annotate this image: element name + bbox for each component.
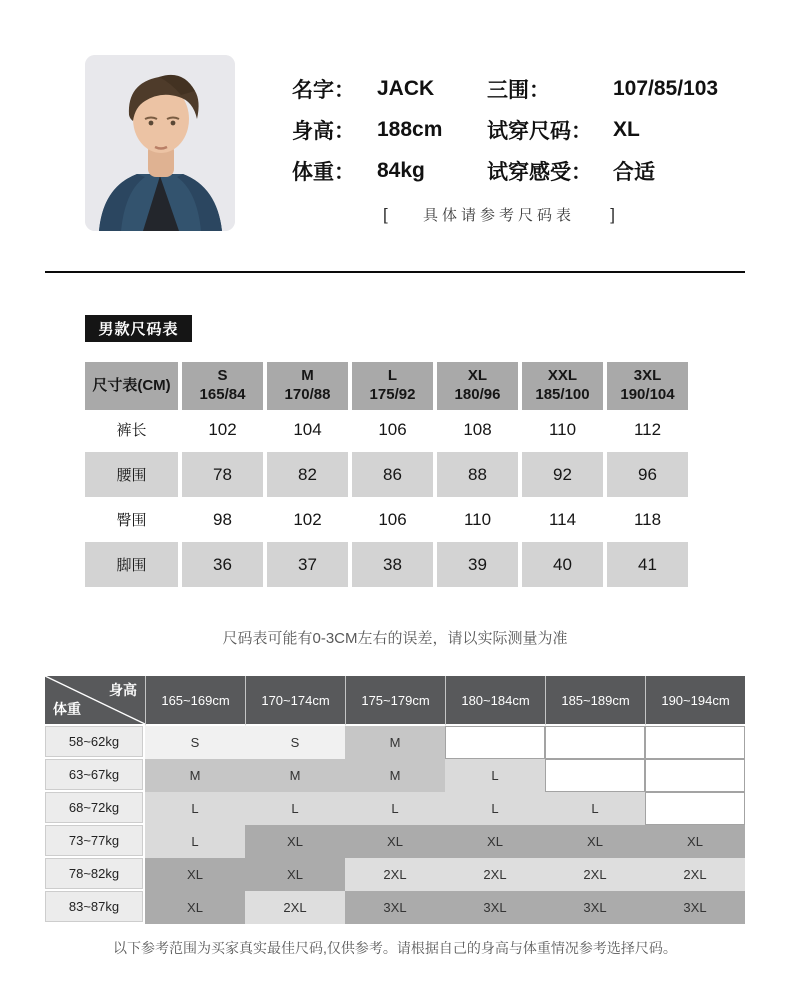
row-label-hip: 臀围	[116, 512, 147, 529]
fit-cell: 2XL	[545, 858, 645, 891]
fit-cell: XL	[645, 825, 745, 858]
refer-size-chart-note	[383, 204, 615, 225]
size-col-l	[352, 362, 433, 410]
fit-cell: 3XL	[545, 891, 645, 924]
row-label-pants-length: 裤长	[116, 422, 147, 439]
height-value: 188cm	[377, 117, 443, 141]
height-col-0: 165~169cm	[145, 676, 245, 726]
fit-cell: M	[345, 726, 445, 759]
size-col-m-label: M	[301, 367, 314, 385]
fit-cell: XL	[545, 825, 645, 858]
pants-length-xxl: 110	[548, 419, 577, 439]
section-divider	[45, 271, 745, 273]
name-label: 名字：	[292, 78, 355, 102]
size-col-m	[267, 362, 348, 410]
info-row-name	[292, 68, 762, 109]
pants-length-m: 104	[293, 419, 322, 439]
fit-cell: XL	[145, 858, 245, 891]
fit-cell: M	[145, 759, 245, 792]
pants-length-s: 102	[208, 419, 237, 439]
size-col-xl-range: 180/96	[454, 386, 501, 403]
size-col-xl-label: XL	[467, 367, 488, 385]
size-col-s-label: S	[217, 367, 228, 385]
pants-length-l: 106	[378, 419, 407, 439]
mens-size-chart-badge: 男款尺码表	[85, 315, 192, 342]
fit-cell: 3XL	[345, 891, 445, 924]
hip-s: 98	[213, 509, 232, 529]
size-col-l-range: 175/92	[369, 386, 416, 403]
fit-cell: 3XL	[645, 891, 745, 924]
fit-cell: M	[345, 759, 445, 792]
hip-m: 102	[293, 509, 322, 529]
size-col-xxl-range: 185/100	[535, 386, 590, 403]
fit-cell: 3XL	[445, 891, 545, 924]
waist-m: 82	[267, 452, 348, 497]
hip-l: 106	[378, 509, 407, 529]
size-tolerance-note: 尺码表可能有0-3CM左右的误差，请以实际测量为准	[222, 630, 568, 647]
fit-cell-empty	[645, 759, 745, 792]
name-value: JACK	[377, 76, 435, 100]
waist-xl: 88	[437, 452, 518, 497]
row-label-leg-opening: 脚围	[85, 542, 178, 587]
fit-cell: L	[545, 792, 645, 825]
fit-feel-label: 试穿感受：	[487, 160, 592, 184]
fit-cell: M	[245, 759, 345, 792]
tryon-size-value: XL	[613, 117, 640, 141]
fit-reference-note: 以下参考范围为买家真实最佳尺码,仅供参考。请根据自己的身高与体重情况参考选择尺码。	[113, 940, 677, 956]
leg-opening-xxl: 40	[522, 542, 603, 587]
fit-cell: L	[445, 759, 545, 792]
hip-xl: 110	[463, 509, 492, 529]
weight-label: 体重：	[292, 160, 355, 184]
measurements-value: 107/85/103	[613, 76, 719, 100]
row-label-waist: 腰围	[85, 452, 178, 497]
height-col-4: 185~189cm	[545, 676, 645, 726]
fit-cell: L	[145, 825, 245, 858]
fit-row-78-82	[45, 858, 745, 891]
fit-feel-value: 合适	[613, 160, 655, 184]
size-col-3xl	[607, 362, 688, 410]
size-table-corner: 尺寸表(CM)	[85, 362, 178, 410]
fit-cell-empty	[545, 759, 645, 792]
weight-83-87: 83~87kg	[45, 891, 145, 924]
waist-3xl: 96	[607, 452, 688, 497]
height-col-2: 175~179cm	[345, 676, 445, 726]
size-col-m-range: 170/88	[284, 386, 331, 403]
weight-73-77: 73~77kg	[45, 825, 145, 858]
size-col-s-range: 165/84	[199, 386, 246, 403]
fit-cell-empty	[645, 792, 745, 825]
model-portrait-illustration	[85, 55, 235, 231]
leg-opening-3xl: 41	[607, 542, 688, 587]
size-col-xxl-label: XXL	[547, 367, 578, 385]
fit-cell: 2XL	[345, 858, 445, 891]
fit-row-63-67	[45, 759, 745, 792]
fit-matrix-header	[45, 676, 745, 726]
size-col-3xl-label: 3XL	[633, 367, 662, 385]
weight-78-82: 78~82kg	[45, 858, 145, 891]
fit-row-68-72	[45, 792, 745, 825]
fit-cell: 2XL	[245, 891, 345, 924]
waist-l: 86	[352, 452, 433, 497]
bracket-left: [	[383, 204, 388, 224]
fit-cell: XL	[345, 825, 445, 858]
fit-cell-empty	[445, 726, 545, 759]
weight-68-72: 68~72kg	[45, 792, 145, 825]
leg-opening-s: 36	[182, 542, 263, 587]
weight-value: 84kg	[377, 158, 425, 182]
hip-xxl: 114	[548, 509, 577, 529]
fit-cell-empty	[545, 726, 645, 759]
hip-3xl: 118	[633, 509, 662, 529]
fit-cell: 2XL	[645, 858, 745, 891]
corner-height-label: 身高	[109, 682, 137, 698]
leg-opening-m: 37	[267, 542, 348, 587]
fit-row-83-87	[45, 891, 745, 924]
fit-cell: L	[245, 792, 345, 825]
fit-matrix-table	[45, 676, 745, 924]
fit-cell: XL	[245, 858, 345, 891]
info-row-weight	[292, 150, 762, 191]
height-label: 身高：	[292, 119, 355, 143]
size-col-xxl	[522, 362, 603, 410]
fit-row-73-77	[45, 825, 745, 858]
size-col-xl	[437, 362, 518, 410]
size-table	[85, 362, 688, 587]
fit-cell: L	[345, 792, 445, 825]
size-col-l-label: L	[387, 367, 398, 385]
refer-note-text: 具体请参考尺码表	[422, 207, 575, 224]
tryon-size-label: 试穿尺码：	[487, 119, 592, 143]
leg-opening-l: 38	[352, 542, 433, 587]
height-col-5: 190~194cm	[645, 676, 745, 726]
fit-cell: XL	[445, 825, 545, 858]
corner-weight-label: 体重	[53, 701, 81, 717]
fit-cell: XL	[145, 891, 245, 924]
pants-length-xl: 108	[463, 419, 492, 439]
waist-xxl: 92	[522, 452, 603, 497]
info-row-height	[292, 109, 762, 150]
measurements-label: 三围：	[487, 78, 550, 102]
height-col-3: 180~184cm	[445, 676, 545, 726]
height-col-1: 170~174cm	[245, 676, 345, 726]
fit-cell: L	[145, 792, 245, 825]
size-col-3xl-range: 190/104	[620, 386, 675, 403]
fit-cell: S	[145, 726, 245, 759]
fit-row-58-62	[45, 726, 745, 759]
pants-length-3xl: 112	[633, 419, 662, 439]
fit-matrix-corner	[45, 676, 145, 726]
fit-cell: L	[445, 792, 545, 825]
fit-cell: 2XL	[445, 858, 545, 891]
fit-cell: S	[245, 726, 345, 759]
weight-58-62: 58~62kg	[45, 726, 145, 759]
leg-opening-xl: 39	[437, 542, 518, 587]
size-col-s	[182, 362, 263, 410]
model-photo	[85, 55, 235, 231]
fit-cell-empty	[645, 726, 745, 759]
bracket-right: ]	[610, 204, 615, 224]
waist-s: 78	[182, 452, 263, 497]
fit-cell: XL	[245, 825, 345, 858]
weight-63-67: 63~67kg	[45, 759, 145, 792]
